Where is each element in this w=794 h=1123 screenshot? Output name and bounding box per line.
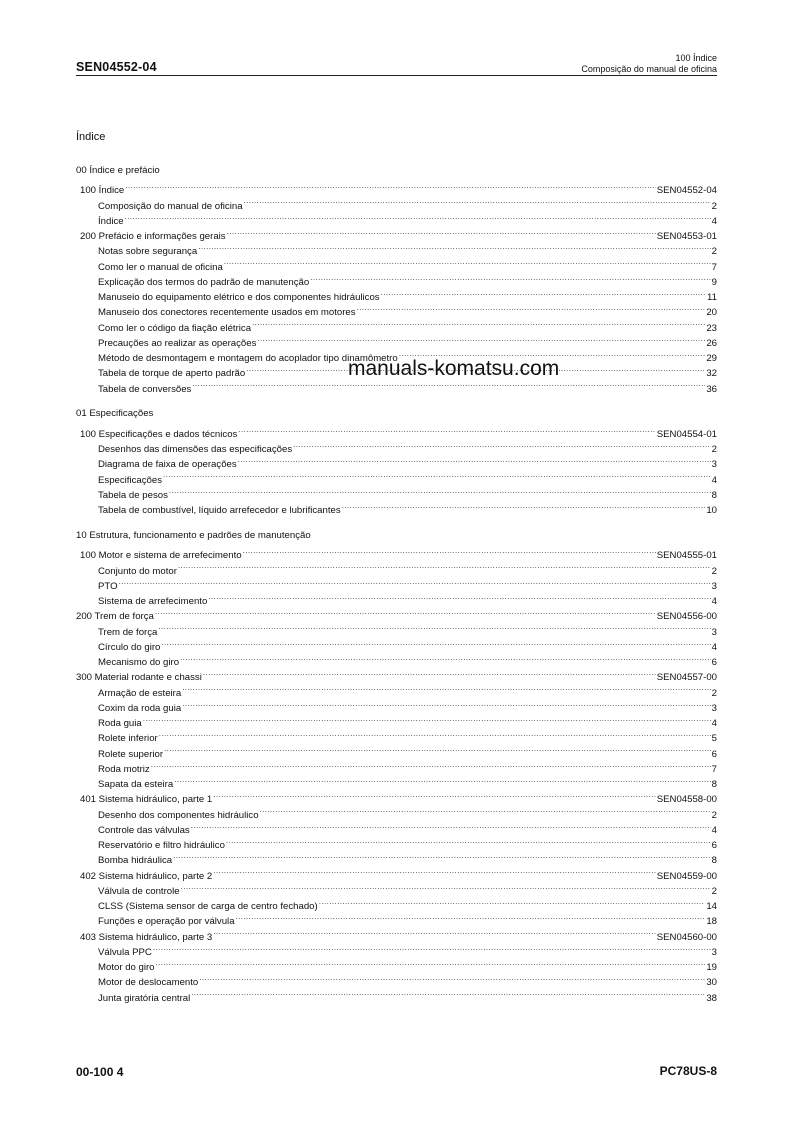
toc-entry-label: Como ler o manual de oficina — [98, 261, 223, 273]
toc-section-heading: 01 Especificações — [76, 408, 154, 420]
toc-entry[interactable] — [76, 940, 717, 958]
toc-entry-page: SEN04554-01 — [656, 428, 717, 440]
dot-leader — [182, 680, 710, 695]
toc-entry-label: Rolete inferior — [98, 733, 158, 745]
toc-entry-page: 4 — [711, 596, 717, 608]
toc-entry-label: Notas sobre segurança — [98, 246, 198, 258]
dot-leader — [203, 665, 656, 680]
dot-leader — [191, 818, 711, 833]
toc-entry-page: SEN04556-00 — [656, 611, 717, 623]
toc-entry[interactable] — [76, 741, 717, 760]
toc-section-heading: 10 Estrutura, funcionamento e padrões de manutenção — [76, 529, 311, 541]
toc-entry-label: 402 Sistema hidráulico, parte 2 — [80, 870, 213, 882]
toc-entry-page: 5 — [711, 733, 717, 745]
toc-entry-label: Manuseio do equipamento elétrico e dos componentes hidráulicos — [98, 292, 380, 304]
dot-leader — [213, 924, 655, 939]
toc-entry-page: 7 — [711, 261, 717, 273]
dot-leader — [151, 757, 711, 772]
toc-entry-page: 19 — [706, 962, 717, 974]
dot-leader — [227, 224, 656, 239]
toc-entry-label: Funções e operação por válvula — [98, 916, 235, 928]
toc-entry[interactable] — [76, 619, 717, 638]
dot-leader — [153, 940, 711, 955]
toc-entry-label: Conjunto do motor — [98, 565, 177, 577]
toc-entry-page: 6 — [711, 840, 717, 852]
toc-entry-page: 2 — [711, 885, 717, 897]
toc-entry-page: SEN04552-04 — [656, 185, 717, 197]
header-section — [581, 53, 717, 75]
toc-entry-label: Explicação dos termos do padrão de manutenção — [98, 276, 310, 288]
toc-entry-page: 29 — [706, 353, 717, 365]
toc-entry-label: Precauções ao realizar as operações — [98, 337, 257, 349]
toc-entry-label: Reservatório e filtro hidráulico — [98, 840, 225, 852]
toc-entry-label: Junta giratória central — [98, 992, 191, 1004]
toc-entry-page: 20 — [706, 307, 717, 319]
dot-leader — [191, 985, 705, 1000]
toc-entry-label: Trem de força — [98, 626, 158, 638]
dot-leader — [143, 711, 711, 726]
toc-entry-page: 2 — [711, 687, 717, 699]
toc-chapter-entry[interactable] — [76, 604, 717, 623]
toc-entry-label: Especificações — [98, 474, 162, 486]
toc-entry-label: Roda guia — [98, 718, 142, 730]
toc-chapter-entry[interactable] — [76, 224, 717, 243]
toc-entry-label: Válvula PPC — [98, 946, 152, 958]
toc-entry-page: 3 — [711, 459, 717, 471]
toc-entry-page: 32 — [706, 368, 717, 380]
toc-entry[interactable] — [76, 574, 717, 592]
toc-entry-page: SEN04559-00 — [656, 870, 717, 882]
dot-leader — [208, 589, 710, 604]
dot-leader — [159, 726, 711, 741]
toc-entry-page: SEN04558-00 — [656, 794, 717, 806]
toc-entry-page: 18 — [706, 916, 717, 928]
toc-entry-label: Coxim da roda guia — [98, 702, 182, 714]
toc-entry[interactable] — [76, 589, 717, 608]
dot-leader — [178, 558, 711, 573]
header-section-title: 100 Índice — [675, 53, 717, 63]
toc-entry[interactable] — [76, 483, 717, 501]
toc-entry-label: 100 Índice — [80, 185, 125, 197]
toc-entry[interactable] — [76, 635, 717, 653]
toc-entry-page: 10 — [706, 505, 717, 517]
dot-leader — [199, 970, 705, 985]
toc-entry-label: Método de desmontagem e montagem do acoplador tipo dinamômetro — [98, 353, 398, 365]
toc-entry-label: Motor de deslocamento — [98, 977, 199, 989]
toc-entry-page: 3 — [711, 702, 717, 714]
dot-leader — [119, 574, 711, 589]
toc-entry-label: Rolete superior — [98, 748, 164, 760]
dot-leader — [257, 331, 705, 346]
dot-leader — [125, 209, 711, 224]
toc-entry-label: Diagrama de faixa de operações — [98, 459, 237, 471]
toc-entry[interactable] — [76, 498, 717, 517]
toc-entry-page: 2 — [711, 200, 717, 212]
toc-entry-page: 6 — [711, 657, 717, 669]
dot-leader — [236, 909, 706, 924]
toc-entry-label: Sistema de arrefecimento — [98, 596, 208, 608]
toc-entry-page: 3 — [711, 626, 717, 638]
toc-entry-page: 26 — [706, 337, 717, 349]
toc-chapter-entry[interactable] — [76, 863, 717, 882]
toc-entry-label: PTO — [98, 580, 118, 592]
dot-leader — [156, 955, 706, 970]
toc-entry-label: Bomba hidráulica — [98, 855, 173, 867]
toc-entry-label: 300 Material rodante e chassi — [76, 672, 202, 684]
toc-entry-page: 3 — [711, 580, 717, 592]
toc-entry-page: 36 — [706, 383, 717, 395]
toc-entry[interactable] — [76, 193, 717, 212]
toc-entry-page: 3 — [711, 946, 717, 958]
toc-entry-label: 100 Especificações e dados técnicos — [80, 428, 238, 440]
toc-entry-page: SEN04557-00 — [656, 672, 717, 684]
toc-entry-page: 2 — [711, 246, 717, 258]
dot-leader — [244, 193, 711, 208]
dot-leader — [238, 422, 655, 437]
watermark[interactable]: manuals-komatsu.com — [348, 357, 560, 380]
dot-leader — [226, 833, 711, 848]
toc-entry-label: 401 Sistema hidráulico, parte 1 — [80, 794, 213, 806]
toc-entry[interactable] — [76, 757, 717, 775]
toc-entry-label: 200 Prefácio e informações gerais — [80, 231, 226, 243]
toc-entry-label: Sapata da esteira — [98, 779, 174, 791]
toc-chapter-entry[interactable] — [76, 178, 717, 197]
toc-entry-page: 8 — [711, 779, 717, 791]
toc-chapter-entry[interactable] — [76, 543, 717, 562]
toc-entry[interactable] — [76, 726, 717, 745]
toc-entry-page: 4 — [711, 718, 717, 730]
dot-leader — [181, 879, 711, 894]
toc-entry-page: 2 — [711, 809, 717, 821]
dot-leader — [310, 270, 710, 285]
toc-entry-label: Tabela de pesos — [98, 489, 168, 501]
toc-entry-label: Desenhos das dimensões das especificações — [98, 444, 293, 456]
toc-entry-label: CLSS (Sistema sensor de carga de centro fechado) — [98, 901, 318, 913]
toc-entry-label: Composição do manual de oficina — [98, 200, 243, 212]
toc-entry-label: 403 Sistema hidráulico, parte 3 — [80, 931, 213, 943]
toc-entry[interactable] — [76, 955, 717, 974]
toc-section-heading: 00 Índice e prefácio — [76, 165, 160, 176]
dot-leader — [182, 696, 710, 711]
dot-leader — [173, 848, 711, 863]
dot-leader — [155, 604, 656, 619]
toc-entry-label: Índice — [98, 215, 124, 227]
toc-entry-label: Tabela de torque de aperto padrão — [98, 368, 246, 380]
dot-leader — [169, 483, 711, 498]
toc-entry-page: 2 — [711, 444, 717, 456]
header-subtitle: Composição do manual de oficina — [581, 64, 717, 74]
toc-entry-label: Controle das válvulas — [98, 824, 190, 836]
dot-leader — [213, 787, 655, 802]
toc-chapter-entry[interactable] — [76, 422, 717, 440]
dot-leader — [224, 254, 711, 269]
toc-entry-label: 200 Trem de força — [76, 611, 154, 623]
toc-entry-label: Motor do giro — [98, 962, 155, 974]
dot-leader — [260, 802, 711, 817]
dot-leader — [158, 619, 710, 634]
toc-entry-page: 11 — [707, 292, 717, 304]
toc-entry-page: 4 — [711, 474, 717, 486]
toc-entry-page: 4 — [711, 215, 717, 227]
toc-entry-label: Tabela de combustível, líquido arrefecedor e lubrificantes — [98, 505, 341, 517]
header-rule — [76, 75, 717, 76]
toc-entry-label: Roda motriz — [98, 763, 150, 775]
toc-entry-page: 8 — [711, 489, 717, 501]
dot-leader — [252, 315, 705, 330]
dot-leader — [198, 239, 710, 254]
toc-entry-page: 30 — [706, 977, 717, 989]
dot-leader — [381, 285, 706, 300]
toc-entry-page: 4 — [711, 641, 717, 653]
toc-entry-page: 6 — [711, 748, 717, 760]
toc-entry-label: Tabela de conversões — [98, 383, 192, 395]
dot-leader — [213, 863, 655, 878]
dot-leader — [180, 650, 711, 665]
page-number: 00-100 4 — [76, 1065, 124, 1079]
dot-leader — [342, 498, 706, 513]
dot-leader — [125, 178, 655, 193]
toc-entry-page: 9 — [711, 276, 717, 288]
toc-entry-label: Círculo do giro — [98, 641, 161, 653]
toc-entry[interactable] — [76, 772, 717, 791]
toc-entry-page: SEN04555-01 — [656, 550, 717, 562]
dot-leader — [319, 894, 706, 909]
toc-entry-page: 38 — [706, 992, 717, 1004]
toc-entry[interactable] — [76, 209, 717, 227]
dot-leader — [357, 300, 706, 315]
toc-entry-page: 7 — [711, 763, 717, 775]
toc-entry-label: Válvula de controle — [98, 885, 180, 897]
dot-leader — [174, 772, 710, 787]
table-of-contents — [76, 163, 717, 1004]
page-title: Índice — [76, 131, 106, 143]
dot-leader — [238, 452, 711, 467]
dot-leader — [293, 437, 711, 452]
dot-leader — [161, 635, 710, 650]
toc-entry-page: 8 — [711, 855, 717, 867]
toc-entry-page: SEN04560-00 — [656, 931, 717, 943]
toc-entry-label: Mecanismo do giro — [98, 657, 180, 669]
model-code: PC78US-8 — [659, 1064, 717, 1078]
dot-leader — [163, 467, 711, 482]
toc-entry[interactable] — [76, 970, 717, 989]
toc-entry[interactable] — [76, 650, 717, 669]
toc-entry-label: Manuseio dos conectores recentemente usados em motores — [98, 307, 356, 319]
toc-entry-label: 100 Motor e sistema de arrefecimento — [80, 550, 242, 562]
toc-entry-label: Como ler o código da fiação elétrica — [98, 322, 252, 334]
document-code: SEN04552-04 — [76, 60, 157, 74]
dot-leader — [243, 543, 656, 558]
toc-entry-page: 2 — [711, 565, 717, 577]
toc-entry-label: Armação de esteira — [98, 687, 182, 699]
toc-entry[interactable] — [76, 467, 717, 486]
dot-leader — [164, 741, 711, 756]
toc-entry[interactable] — [76, 711, 717, 730]
toc-entry-label: Desenho dos componentes hidráulico — [98, 809, 259, 821]
toc-entry-page: SEN04553-01 — [656, 231, 717, 243]
toc-entry-page: 4 — [711, 824, 717, 836]
toc-entry-page: 23 — [706, 322, 717, 334]
toc-entry-page: 14 — [706, 901, 717, 913]
